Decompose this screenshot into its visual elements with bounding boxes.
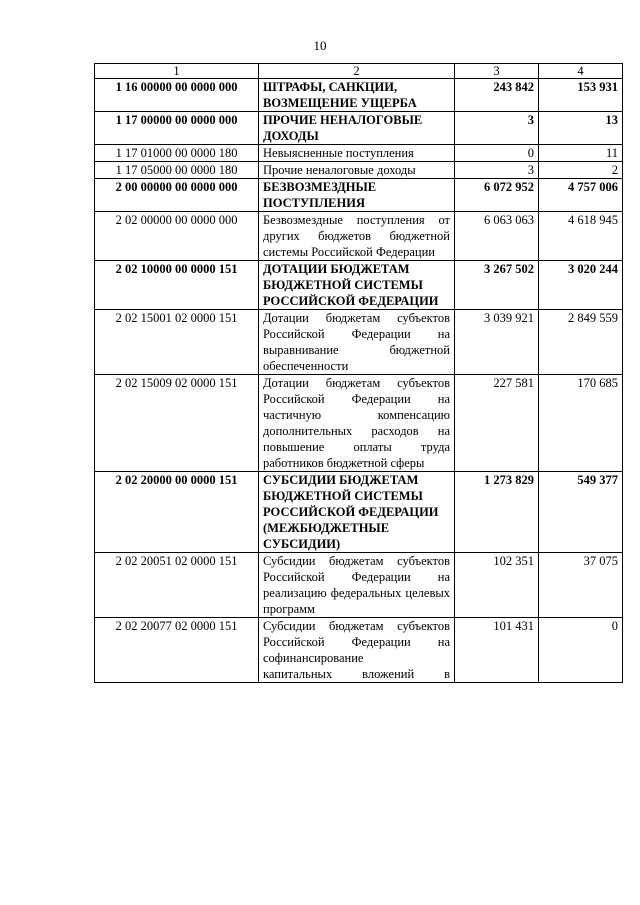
budget-code: 2 02 20000 00 0000 151 [95, 472, 259, 553]
item-name: Безвозмездные поступления от других бюджетов бюджетной системы Российской Федерации [259, 212, 455, 261]
table-row [95, 112, 623, 145]
table-row [95, 618, 623, 683]
budget-code: 1 16 00000 00 0000 000 [95, 79, 259, 112]
amount-col3: 6 072 952 [455, 179, 539, 212]
budget-code: 2 02 10000 00 0000 151 [95, 261, 259, 310]
budget-table [94, 63, 623, 683]
amount-col4: 4 757 006 [539, 179, 623, 212]
budget-code: 2 00 00000 00 0000 000 [95, 179, 259, 212]
amount-col3: 3 039 921 [455, 310, 539, 375]
amount-col4: 11 [539, 145, 623, 162]
table-row [95, 553, 623, 618]
amount-col3: 6 063 063 [455, 212, 539, 261]
amount-col4: 37 075 [539, 553, 623, 618]
amount-col4: 0 [539, 618, 623, 683]
amount-col4: 13 [539, 112, 623, 145]
budget-code: 2 02 00000 00 0000 000 [95, 212, 259, 261]
amount-col4: 170 685 [539, 375, 623, 472]
table-row [95, 79, 623, 112]
budget-code: 2 02 20077 02 0000 151 [95, 618, 259, 683]
item-name: ДОТАЦИИ БЮДЖЕТАМ БЮДЖЕТНОЙ СИСТЕМЫ РОССИЙСКОЙ ФЕДЕРАЦИИ [259, 261, 455, 310]
amount-col3: 3 [455, 162, 539, 179]
item-name [259, 618, 455, 683]
amount-col3: 243 842 [455, 79, 539, 112]
amount-col4: 3 020 244 [539, 261, 623, 310]
amount-col3: 102 351 [455, 553, 539, 618]
amount-col4: 153 931 [539, 79, 623, 112]
amount-col4: 2 849 559 [539, 310, 623, 375]
item-name-continued: капитальных вложений в [263, 667, 450, 681]
item-name: Невыясненные поступления [259, 145, 455, 162]
amount-col3: 227 581 [455, 375, 539, 472]
item-name: БЕЗВОЗМЕЗДНЫЕ ПОСТУПЛЕНИЯ [259, 179, 455, 212]
item-name: Прочие неналоговые доходы [259, 162, 455, 179]
amount-col4: 4 618 945 [539, 212, 623, 261]
table-row [95, 310, 623, 375]
amount-col3: 1 273 829 [455, 472, 539, 553]
budget-code: 1 17 00000 00 0000 000 [95, 112, 259, 145]
table-row [95, 179, 623, 212]
item-name: ШТРАФЫ, САНКЦИИ, ВОЗМЕЩЕНИЕ УЩЕРБА [259, 79, 455, 112]
table-row [95, 375, 623, 472]
column-header: 4 [539, 64, 623, 79]
table-row [95, 145, 623, 162]
amount-col3: 3 267 502 [455, 261, 539, 310]
item-name: Субсидии бюджетам субъектов Российской Федерации на реализацию федеральных целевых программ [259, 553, 455, 618]
budget-code: 2 02 15009 02 0000 151 [95, 375, 259, 472]
budget-code: 2 02 15001 02 0000 151 [95, 310, 259, 375]
budget-code: 2 02 20051 02 0000 151 [95, 553, 259, 618]
amount-col4: 2 [539, 162, 623, 179]
item-name: Дотации бюджетам субъектов Российской Федерации на выравнивание бюджетной обеспеченности [259, 310, 455, 375]
item-name: СУБСИДИИ БЮДЖЕТАМ БЮДЖЕТНОЙ СИСТЕМЫ РОССИЙСКОЙ ФЕДЕРАЦИИ (МЕЖБЮДЖЕТНЫЕ СУБСИДИИ) [259, 472, 455, 553]
amount-col4: 549 377 [539, 472, 623, 553]
budget-code: 1 17 05000 00 0000 180 [95, 162, 259, 179]
amount-col3: 0 [455, 145, 539, 162]
item-name: ПРОЧИЕ НЕНАЛОГОВЫЕ ДОХОДЫ [259, 112, 455, 145]
column-header: 3 [455, 64, 539, 79]
amount-col3: 3 [455, 112, 539, 145]
column-header: 1 [95, 64, 259, 79]
item-name: Дотации бюджетам субъектов Российской Федерации на частичную компенсацию дополнительных расходов на повышение оплаты труда работников бюджетной сферы [259, 375, 455, 472]
item-name-text: Субсидии бюджетам субъектов Российской Федерации на софинансирование [263, 619, 450, 665]
amount-col3: 101 431 [455, 618, 539, 683]
table-row [95, 472, 623, 553]
table-row [95, 162, 623, 179]
table-row [95, 261, 623, 310]
budget-code: 1 17 01000 00 0000 180 [95, 145, 259, 162]
table-row [95, 212, 623, 261]
page-number: 10 [313, 38, 327, 53]
column-header: 2 [259, 64, 455, 79]
table-header-row [95, 64, 623, 79]
